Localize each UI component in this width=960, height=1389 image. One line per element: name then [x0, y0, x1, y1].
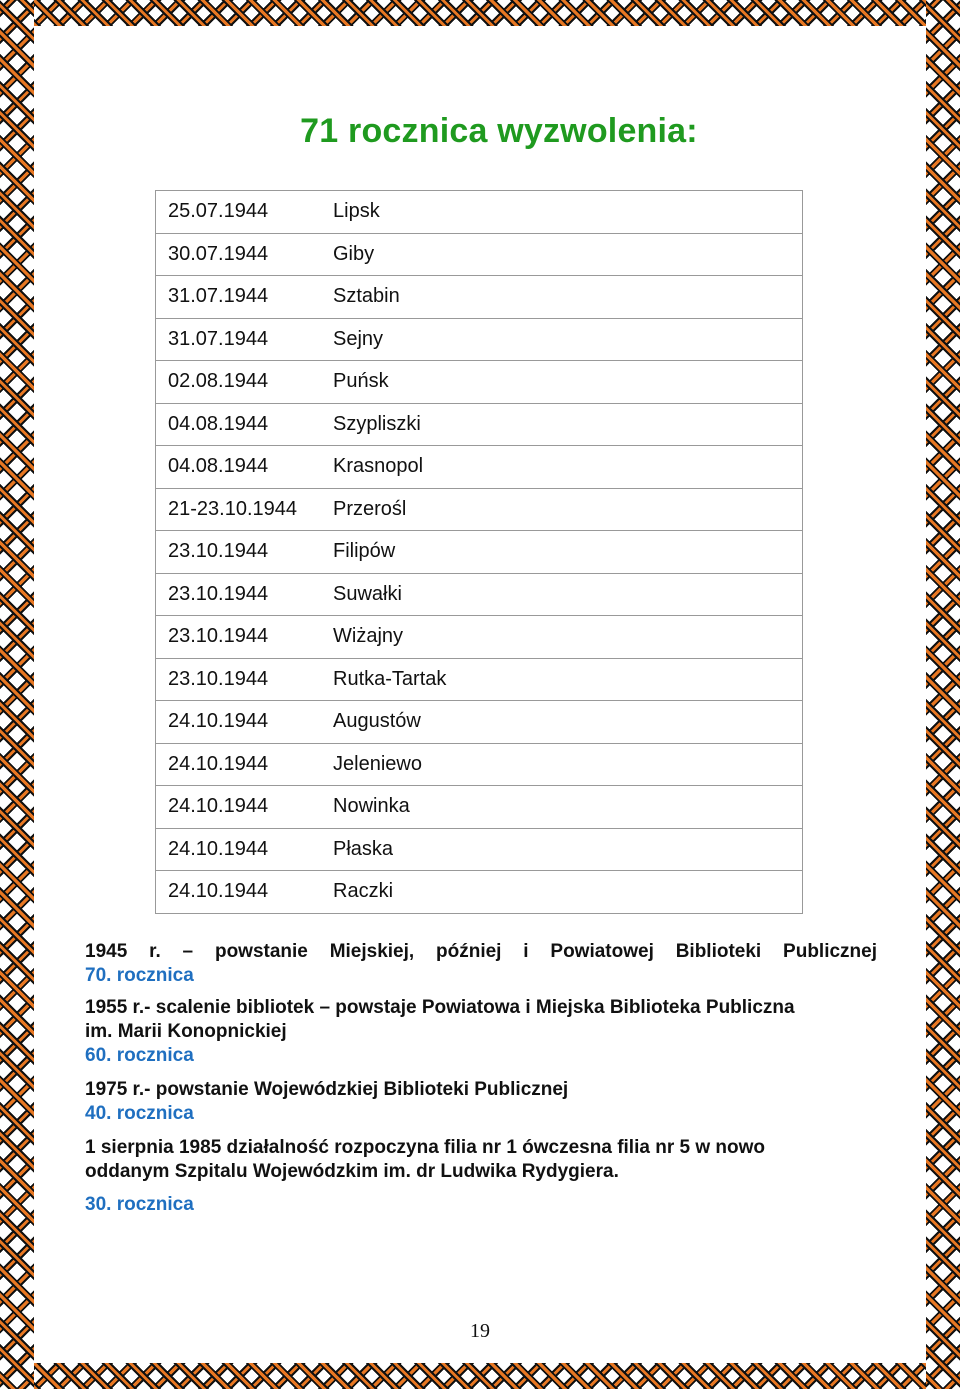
decorative-border-right: [926, 0, 960, 1389]
table-row: [156, 233, 803, 276]
table-row: [156, 786, 803, 829]
library-history-notes: [85, 940, 877, 1227]
place-name: Raczki: [333, 871, 803, 914]
table-row: [156, 573, 803, 616]
place-name: Jeleniewo: [333, 743, 803, 786]
liberation-date: 23.10.1944: [156, 573, 334, 616]
table-row: [156, 743, 803, 786]
table-row: [156, 871, 803, 914]
page-title: 71 rocznica wyzwolenia:: [300, 112, 698, 150]
anniversary-label: 70. rocznica: [85, 965, 194, 986]
note-text: 1975 r.- powstanie Wojewódzkiej Biblioteki Publicznej: [85, 1079, 569, 1100]
decorative-border-left: [0, 0, 34, 1389]
place-name: Sztabin: [333, 276, 803, 319]
place-name: Rutka-Tartak: [333, 658, 803, 701]
liberation-date: 21-23.10.1944: [156, 488, 334, 531]
place-name: Suwałki: [333, 573, 803, 616]
table-row: [156, 318, 803, 361]
table-row: [156, 191, 803, 234]
place-name: Krasnopol: [333, 446, 803, 489]
note-text: 1 sierpnia 1985 działalność rozpoczyna filia nr 1 ówczesna filia nr 5 w nowo: [85, 1137, 765, 1158]
place-name: Sejny: [333, 318, 803, 361]
liberation-date: 24.10.1944: [156, 871, 334, 914]
place-name: Filipów: [333, 531, 803, 574]
table-row: [156, 828, 803, 871]
place-name: Płaska: [333, 828, 803, 871]
note-text-continued: oddanym Szpitalu Wojewódzkim im. dr Ludwika Rydygiera.: [85, 1161, 619, 1182]
place-name: Giby: [333, 233, 803, 276]
table-row: [156, 701, 803, 744]
place-name: Wiżajny: [333, 616, 803, 659]
note-1945: [85, 940, 877, 988]
table-row: [156, 616, 803, 659]
table-row: [156, 361, 803, 404]
liberation-date: 02.08.1944: [156, 361, 334, 404]
table-row: [156, 403, 803, 446]
liberation-date: 04.08.1944: [156, 403, 334, 446]
liberation-date: 24.10.1944: [156, 701, 334, 744]
liberation-date: 04.08.1944: [156, 446, 334, 489]
anniversary-label: 40. rocznica: [85, 1103, 194, 1124]
note-1975: [85, 1078, 877, 1126]
liberation-date: 31.07.1944: [156, 276, 334, 319]
page-number: 19: [470, 1320, 490, 1342]
anniversary-label: 60. rocznica: [85, 1045, 194, 1066]
place-name: Puńsk: [333, 361, 803, 404]
liberation-dates-table: [155, 190, 803, 914]
liberation-date: 31.07.1944: [156, 318, 334, 361]
table-row: [156, 658, 803, 701]
liberation-date: 30.07.1944: [156, 233, 334, 276]
place-name: Lipsk: [333, 191, 803, 234]
liberation-date: 23.10.1944: [156, 531, 334, 574]
table-row: [156, 488, 803, 531]
anniversary-label: 30. rocznica: [85, 1194, 194, 1215]
liberation-date: 24.10.1944: [156, 786, 334, 829]
table-row: [156, 276, 803, 319]
liberation-date: 25.07.1944: [156, 191, 334, 234]
note-1955: [85, 996, 877, 1068]
note-1985: [85, 1136, 877, 1217]
liberation-date: 23.10.1944: [156, 616, 334, 659]
place-name: Nowinka: [333, 786, 803, 829]
liberation-date: 24.10.1944: [156, 743, 334, 786]
place-name: Przerośl: [333, 488, 803, 531]
place-name: Szypliszki: [333, 403, 803, 446]
decorative-border-top: [0, 0, 960, 26]
table-row: [156, 531, 803, 574]
decorative-border-bottom: [0, 1363, 960, 1389]
liberation-date: 23.10.1944: [156, 658, 334, 701]
table-row: [156, 446, 803, 489]
note-text: 1955 r.- scalenie bibliotek – powstaje Powiatowa i Miejska Biblioteka Publiczna: [85, 997, 795, 1018]
liberation-date: 24.10.1944: [156, 828, 334, 871]
note-text-continued: im. Marii Konopnickiej: [85, 1021, 287, 1042]
note-text: 1945 r. – powstanie Miejskiej, później i Powiatowej Biblioteki Publicznej: [85, 941, 877, 962]
place-name: Augustów: [333, 701, 803, 744]
